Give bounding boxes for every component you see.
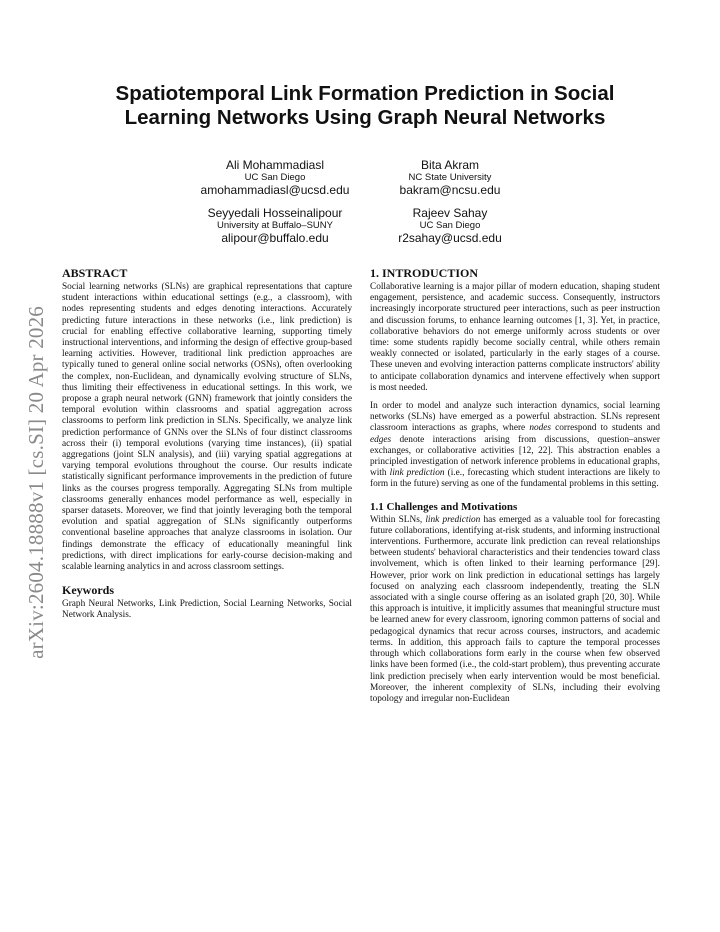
- text-run: (i.e., forecasting which student interactions are likely to form in the future) serving as one of the fundamental problems in this setting.: [370, 468, 661, 490]
- left-column: [62, 266, 352, 622]
- author-affiliation: UC San Diego: [244, 172, 306, 183]
- author-4: [375, 206, 525, 245]
- subsection-paragraph: [370, 515, 660, 705]
- text-run: has emerged as a valuable tool for forecasting future collaborations, identifying at-risk students, and informing instructional interventions. Furthermore, accurate link prediction can reveal relationships between students' behavioral characteristics and their tendencies toward class involvement, which is often linked to their learning performance [29]. However, prior work on link prediction in educational settings has largely focused on analyzing each classroom independently, treating the SLN associated with a single course offering as an isolated graph [20, 30]. While this approach is intuitive, it implicitly assumes that meaningful structure must be learned anew for every classroom, ignoring common patterns of social and pedagogical dynamics that recur across courses, instructors, and academic terms. In addition, this approach fails to capture the temporal processes through which collaborations form early in the course when few observed links have been formed (i.e., the cold-start problem), thus preventing accurate link prediction precisely when early intervention would be most beneficial. Moreover, the inherent complexity of SLNs, including their evolving topology and irregular non-Euclidean: [370, 514, 660, 704]
- abstract-text: Social learning networks (SLNs) are graphical representations that capture student interactions within educational settings (e.g., a classroom), with nodes representing students and edges denoting interactions. Accurately predicting future interactions in these networks (i.e., link prediction) is crucial for enabling effective collaborative learning, supporting timely instructional interventions, and informing the design of effective group-based learning activities. However, traditional link prediction approaches are typically tuned to general online social networks (OSNs), often overlooking the complex, non-Euclidean, and dynamically evolving structure of SLNs, thus limiting their effectiveness in educational settings. In this work, we propose a graph neural network (GNN) framework that jointly considers the temporal evolution within classrooms and spatial aggregation across classrooms to perform link prediction in SLNs. Specifically, we analyze link prediction performance of GNNs over the SLNs of four distinct classrooms across their (i) temporal evolutions (varying time instances), (ii) spatial aggregations (joint SLN analysis), and (iii) varying spatial aggregations at varying temporal evolutions throughout the course. Our results indicate statistically significant performance improvements in the prediction of future links as the courses progress temporally. Aggregating SLNs from multiple classrooms generally enhances model performance as well, especially in sparser datasets. Moreover, we find that jointly leveraging both the temporal evolution and spatial aggregation of SLNs significantly outperforms conventional baseline approaches that analyze classrooms in isolation. Our findings demonstrate the efficacy of educationally meaningful link predictions, with direct implications for early-course decision-making and scalable learning analytics in and across classroom settings.: [62, 282, 352, 573]
- right-column: [370, 266, 660, 705]
- author-email: bakram@ncsu.edu: [399, 183, 501, 197]
- intro-paragraph-2: [370, 401, 660, 491]
- text-run: In order to model and analyze such interaction dynamics, social learning networks (SLNs) have emerged as a powerful abstraction. SLNs represent classroom interactions as graphs, where: [370, 401, 660, 434]
- emphasis-edges: edges: [370, 434, 392, 445]
- author-name: Rajeev Sahay: [412, 206, 488, 220]
- intro-paragraph-1: Collaborative learning is a major pillar of modern education, shaping student engagement, persistence, and academic success. Consequently, instructors increasingly incorporate structured peer interactions, such as peer instruction and discussion forums, to enhance learning outcomes [1, 3]. Yet, in practice, collaborative behaviors do not emerge uniformly across students or over time: some students rapidly become socially central, while others remain weakly connected or isolated, particularly in the early stages of a course. These uneven and evolving interaction patterns complicate instructors' ability to anticipate collaboration dynamics and intervene effectively when support is most needed.: [370, 282, 660, 393]
- author-email: alipour@buffalo.edu: [221, 231, 329, 245]
- paper-title: Spatiotemporal Link Formation Prediction in Social Learning Networks Using Graph Neural Networks: [115, 82, 615, 129]
- introduction-heading: 1. INTRODUCTION: [370, 266, 479, 280]
- text-run: correspond to students and: [551, 423, 660, 434]
- keywords-heading: Keywords: [62, 583, 114, 598]
- keywords-text: Graph Neural Networks, Link Prediction, Social Learning Networks, Social Network Analysis.: [62, 599, 352, 621]
- author-name: Ali Mohammadiasl: [225, 158, 325, 172]
- author-affiliation: UC San Diego: [419, 220, 481, 231]
- author-affiliation: NC State University: [408, 172, 492, 183]
- author-name: Seyyedali Hosseinalipour: [207, 206, 343, 220]
- subsection-heading: 1.1 Challenges and Motivations: [370, 500, 518, 513]
- author-email: amohammadiasl@ucsd.edu: [200, 183, 350, 197]
- text-run: denote interactions arising from discussions, question–answer exchanges, or collaborative activities [12, 22]. This abstraction enables a principled investigation of network inference problems in educational graphs, with: [370, 434, 660, 479]
- abstract-heading: ABSTRACT: [62, 266, 128, 280]
- emphasis-nodes: nodes: [529, 423, 552, 434]
- author-1: [180, 158, 370, 197]
- author-name: Bita Akram: [420, 158, 480, 172]
- arxiv-stamp-text: arXiv:2604.18888v1 [cs.SI] 20 Apr 2026: [23, 305, 48, 659]
- author-affiliation: University at Buffalo–SUNY: [217, 220, 333, 231]
- author-email: r2sahay@ucsd.edu: [398, 231, 502, 245]
- author-3: [180, 206, 370, 245]
- emphasis-link-prediction: link prediction: [425, 514, 481, 525]
- text-run: Within SLNs,: [370, 514, 426, 525]
- arxiv-stamp: [14, 262, 58, 702]
- author-2: [375, 158, 525, 197]
- emphasis-link-prediction: link prediction: [389, 468, 445, 479]
